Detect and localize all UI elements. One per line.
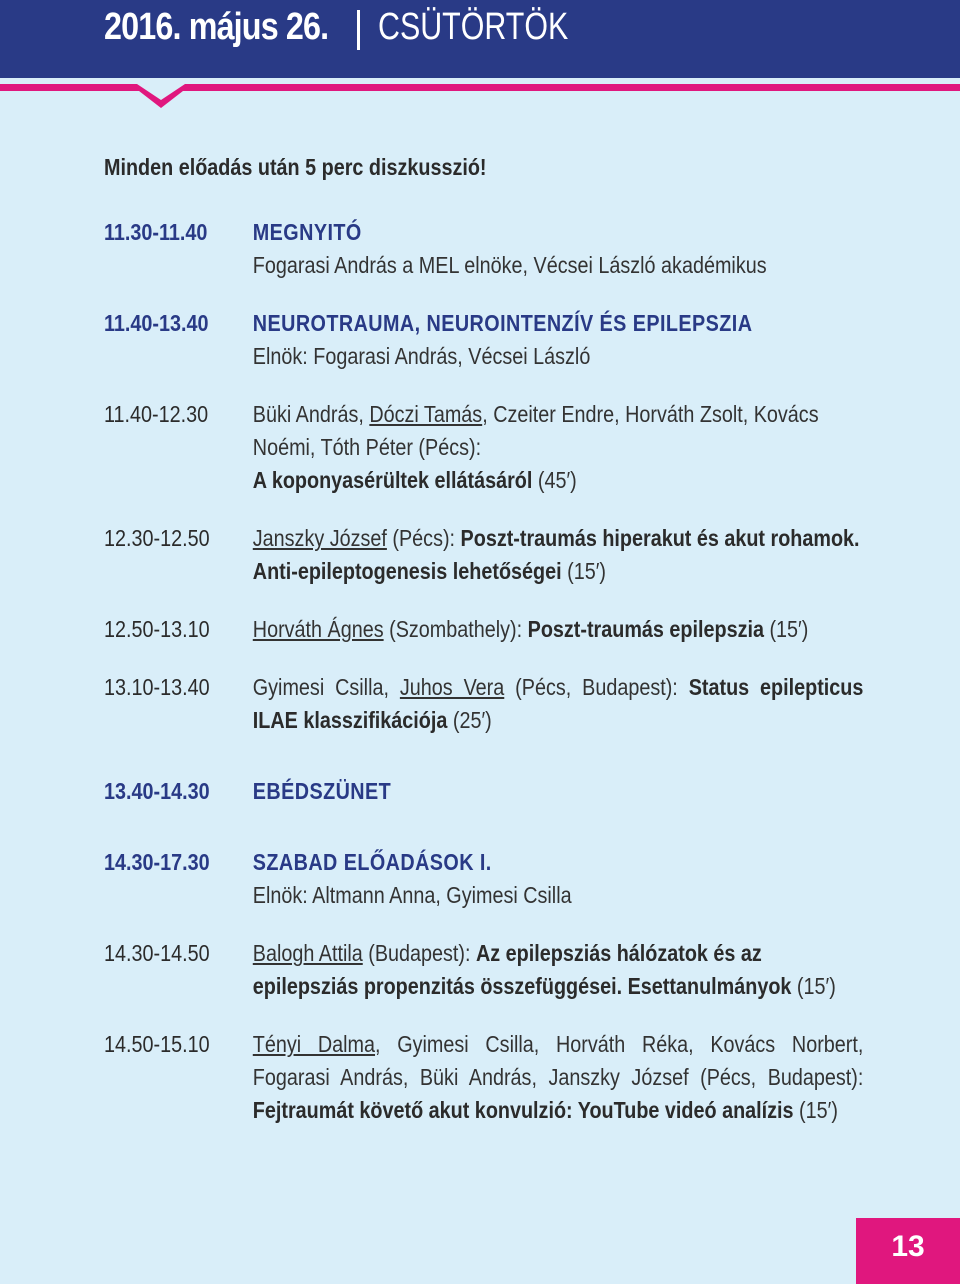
item-time: 12.30-12.50 xyxy=(104,525,210,551)
talk-title: Poszt-traumás epilepszia xyxy=(527,616,764,642)
talk-duration: (25′) xyxy=(452,707,492,733)
item-time: 13.10-13.40 xyxy=(104,674,210,700)
item-body xyxy=(253,775,864,808)
item-time: 14.30-14.50 xyxy=(104,940,210,966)
section-chair: Elnök: Fogarasi András, Vécsei László xyxy=(252,343,591,369)
section-title: EBÉDSZÜNET xyxy=(252,778,392,804)
talk-title: Fejtraumát követő akut konvulzió: YouTube videó analízis xyxy=(252,1097,794,1123)
talk-title: A koponyasérültek ellátásáról xyxy=(252,467,533,493)
discussion-note: Minden előadás után 5 perc diszkusszió! xyxy=(104,154,487,180)
presenter-name: Tényi Dalma xyxy=(252,1031,376,1057)
item-time: 12.50-13.10 xyxy=(104,616,210,642)
item-time: 14.50-15.10 xyxy=(104,1031,210,1057)
item-time: 13.40-14.30 xyxy=(104,778,210,804)
item-body xyxy=(253,307,864,373)
page-number: 13 xyxy=(891,1230,925,1263)
item-time: 11.30-11.40 xyxy=(104,219,208,245)
program-item-talk xyxy=(104,398,863,497)
program-item-opening xyxy=(104,216,863,282)
program-list xyxy=(104,150,863,1127)
section-title: SZABAD ELŐADÁSOK I. xyxy=(252,849,492,875)
program-item-talk xyxy=(104,937,863,1003)
item-body xyxy=(253,937,864,1003)
item-body xyxy=(253,398,864,497)
item-body xyxy=(253,671,864,737)
talk-duration: (15′) xyxy=(796,973,836,999)
item-time: 11.40-12.30 xyxy=(104,401,209,427)
page-number-box xyxy=(856,1218,960,1284)
presenter-name: Dóczi Tamás xyxy=(369,401,483,427)
program-item-neurotrauma xyxy=(104,307,863,373)
presenter-name: Janszky József xyxy=(252,525,387,551)
authors: , Gyimesi Csilla, Horváth Réka, Kovács Norbert, Fogarasi András, Büki András, Janszky József (Pécs, Budapest): xyxy=(252,1031,864,1090)
program-item-talk xyxy=(104,522,863,588)
presenter-name: Balogh Attila xyxy=(252,940,363,966)
program-item-talk xyxy=(104,671,863,737)
section-title: MEGNYITÓ xyxy=(252,219,362,245)
section-title: NEUROTRAUMA, NEUROINTENZÍV ÉS EPILEPSZIA xyxy=(252,310,753,336)
page-header xyxy=(0,0,960,78)
item-time: 14.30-17.30 xyxy=(104,849,210,875)
talk-duration: (15′) xyxy=(769,616,809,642)
section-chair: Fogarasi András a MEL elnöke, Vécsei László akadémikus xyxy=(252,252,767,278)
header-date: 2016. május 26. xyxy=(104,6,329,48)
program-item-lunch xyxy=(104,775,863,808)
presenter-name: Juhos Vera xyxy=(399,674,505,700)
talk-duration: (15′) xyxy=(799,1097,838,1123)
authors: Büki András, xyxy=(252,401,370,427)
program-item-talk xyxy=(104,1028,863,1127)
affiliation: (Szombathely): xyxy=(383,616,528,642)
header-day: CSÜTÖRTÖK xyxy=(378,6,569,48)
program-item-free-talks xyxy=(104,846,863,912)
talk-duration: (15′) xyxy=(567,558,607,584)
item-body xyxy=(253,613,864,646)
affiliation: (Budapest): xyxy=(362,940,477,966)
item-body xyxy=(253,1028,864,1127)
header-notch-inner xyxy=(137,84,185,100)
presenter-name: Horváth Ágnes xyxy=(252,616,384,642)
program-content xyxy=(104,150,864,1152)
talk-title: Poszt-traumás hiperakut és akut rohamok. Anti-epileptogenesis lehetőségei xyxy=(252,525,860,584)
affiliation: (Pécs, Budapest): xyxy=(504,674,689,700)
header-separator xyxy=(357,10,360,50)
talk-title: Status epilepticus ILAE klasszifikációja xyxy=(252,674,864,733)
affiliation: (Pécs): xyxy=(386,525,461,551)
item-body xyxy=(253,522,864,588)
item-time: 11.40-13.40 xyxy=(104,310,209,336)
authors: , Czeiter Endre, Horváth Zsolt, Kovács Noémi, Tóth Péter (Pécs): xyxy=(252,401,819,460)
item-body xyxy=(253,216,864,282)
authors: Gyimesi Csilla, xyxy=(252,674,400,700)
talk-duration: (45′) xyxy=(537,467,577,493)
program-item-talk xyxy=(104,613,863,646)
section-chair: Elnök: Altmann Anna, Gyimesi Csilla xyxy=(252,882,572,908)
talk-title: Az epilepsziás hálózatok és az epilepsziás propenzitás összefüggései. Esettanulmányok xyxy=(252,940,792,999)
item-body xyxy=(253,846,864,912)
